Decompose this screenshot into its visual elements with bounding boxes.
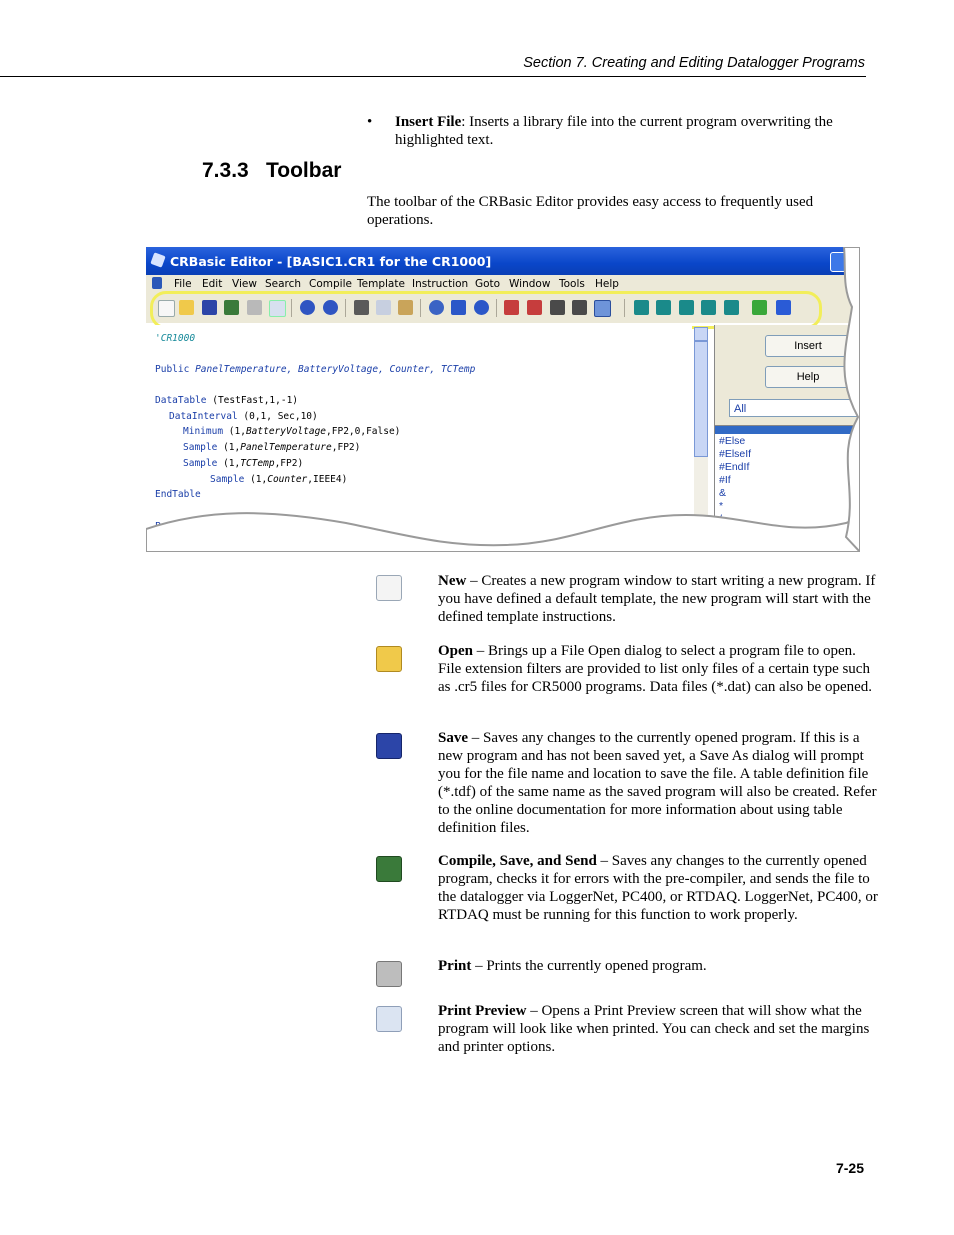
menu-goto[interactable]: Goto [475, 278, 501, 290]
save-icon [376, 733, 402, 759]
desc-text: – Saves any changes to the currently opened program, checks it for errors with the pre-compiler, and sends the file to the datalogger via LoggerNet, PC400, or RTDAQ. LoggerNet, PC400, or RTDAQ must be running for this function to work properly. [438, 853, 878, 923]
desc-text: – Opens a Print Preview screen that will show what the program will look like when printed. You can check and set the margins and printer options. [438, 1003, 870, 1055]
compile-save-send-icon [376, 856, 402, 882]
header-rule [0, 76, 866, 77]
code-keyword: Sample [183, 458, 218, 469]
desc-text: – Brings up a File Open dialog to select a program file to open. File extension filters are provided to list only files of a certain type such as .cr5 files for CR5000 programs. Data files (*.dat) can also be opened. [438, 643, 873, 695]
desc-print [438, 957, 878, 975]
desc-open [438, 642, 878, 696]
code-keyword: Sample [210, 474, 245, 485]
list-item[interactable]: * [719, 500, 724, 512]
menu-tools[interactable]: Tools [559, 278, 585, 290]
editor-screenshot [146, 247, 860, 552]
code-args: ,FP2) [274, 458, 304, 469]
code-args: (0,1, Sec,10) [243, 411, 318, 422]
code-keyword: Minimum [183, 426, 224, 437]
desc-compile-save-send [438, 852, 878, 924]
category-select[interactable]: All [729, 399, 859, 417]
help-button[interactable]: Help [765, 366, 851, 388]
menu-file[interactable]: File [174, 278, 192, 290]
bullet-dot: • [367, 114, 373, 130]
term-save: Save [438, 730, 468, 746]
desc-print-preview [438, 1002, 878, 1056]
term-open: Open [438, 643, 474, 659]
code-keyword: Public [155, 364, 190, 375]
window-title: CRBasic Editor - [BASIC1.CR1 for the CR1000] [170, 254, 492, 269]
desc-text: – Creates a new program window to start writing a new program. If you have defined a default template, the new program will start with the defined template instructions. [438, 573, 876, 625]
list-item[interactable]: #EndIf [719, 461, 750, 473]
desc-new [438, 572, 878, 626]
code-args: ,IEEE4) [307, 474, 348, 485]
running-header: Section 7. Creating and Editing Datalogger Programs [523, 55, 865, 71]
section-heading [202, 159, 341, 183]
list-item[interactable]: #If [719, 474, 731, 486]
menu-instruction[interactable]: Instruction [412, 278, 469, 290]
code-args: (1, [250, 474, 268, 485]
heading-number: 7.3.3 [202, 159, 249, 182]
code-vars: PanelTemperature, BatteryVoltage, Counter, TCTemp [195, 364, 476, 375]
intro-paragraph: The toolbar of the CRBasic Editor provides easy access to frequently used operations. [367, 194, 814, 228]
code-args: (1, [223, 458, 241, 469]
code-line: EndTable [155, 489, 201, 500]
menu-view[interactable]: View [232, 278, 257, 290]
open-icon [376, 646, 402, 672]
term-print-preview: Print Preview [438, 1003, 527, 1019]
code-args: (TestFast,1,-1) [212, 395, 299, 406]
term-print: Print [438, 958, 472, 974]
term-compile-save-send: Compile, Save, and Send [438, 853, 597, 869]
page-number: 7-25 [835, 1160, 864, 1176]
desc-text: – Prints the currently opened program. [471, 958, 707, 974]
list-item[interactable]: #ElseIf [719, 448, 752, 460]
term-new: New [438, 573, 467, 589]
menu-help[interactable]: Help [595, 278, 619, 290]
menu-edit[interactable]: Edit [202, 278, 223, 290]
torn-right-edge [844, 247, 860, 552]
code-var: BatteryVoltage [245, 426, 327, 437]
print-icon [376, 961, 402, 987]
bullet-description: : Inserts a library file into the current program overwriting the highlighted text. [395, 114, 833, 148]
list-item[interactable]: & [719, 487, 727, 499]
code-args: ,FP2,0,False) [326, 426, 401, 437]
code-var: PanelTemperature [240, 442, 332, 453]
code-line: 'CR1000 [155, 333, 196, 344]
code-keyword: DataTable [155, 395, 207, 406]
code-keyword: Sample [183, 442, 218, 453]
list-item[interactable]: #Else [719, 435, 746, 447]
menu-window[interactable]: Window [509, 278, 551, 290]
new-icon [376, 575, 402, 601]
torn-edge-overlay [146, 247, 860, 552]
code-args: ,FP2) [331, 442, 361, 453]
torn-bottom-edge [146, 513, 860, 552]
code-args: (1, [228, 426, 246, 437]
menu-compile[interactable]: Compile [309, 278, 352, 290]
heading-title: Toolbar [266, 159, 342, 182]
bullet-term: Insert File [395, 114, 462, 130]
code-var: TCTemp [240, 458, 275, 469]
code-var: Counter [267, 474, 308, 485]
desc-save [438, 729, 878, 837]
code-keyword: DataInterval [169, 411, 238, 422]
bullet-insert-file [395, 113, 865, 149]
print-preview-icon [376, 1006, 402, 1032]
code-args: (1, [223, 442, 241, 453]
menu-search[interactable]: Search [265, 278, 302, 290]
insert-button[interactable]: Insert [765, 335, 851, 357]
menu-template[interactable]: Template [357, 278, 405, 290]
desc-text: – Saves any changes to the currently opened program. If this is a new program and has not been saved yet, a Save As dialog will prompt you for the file name and location to save the file. A table definition file (*.tdf) of the same name as the saved program will also be created. Refer to the online documentation for more information about using table definition files. [438, 730, 877, 836]
